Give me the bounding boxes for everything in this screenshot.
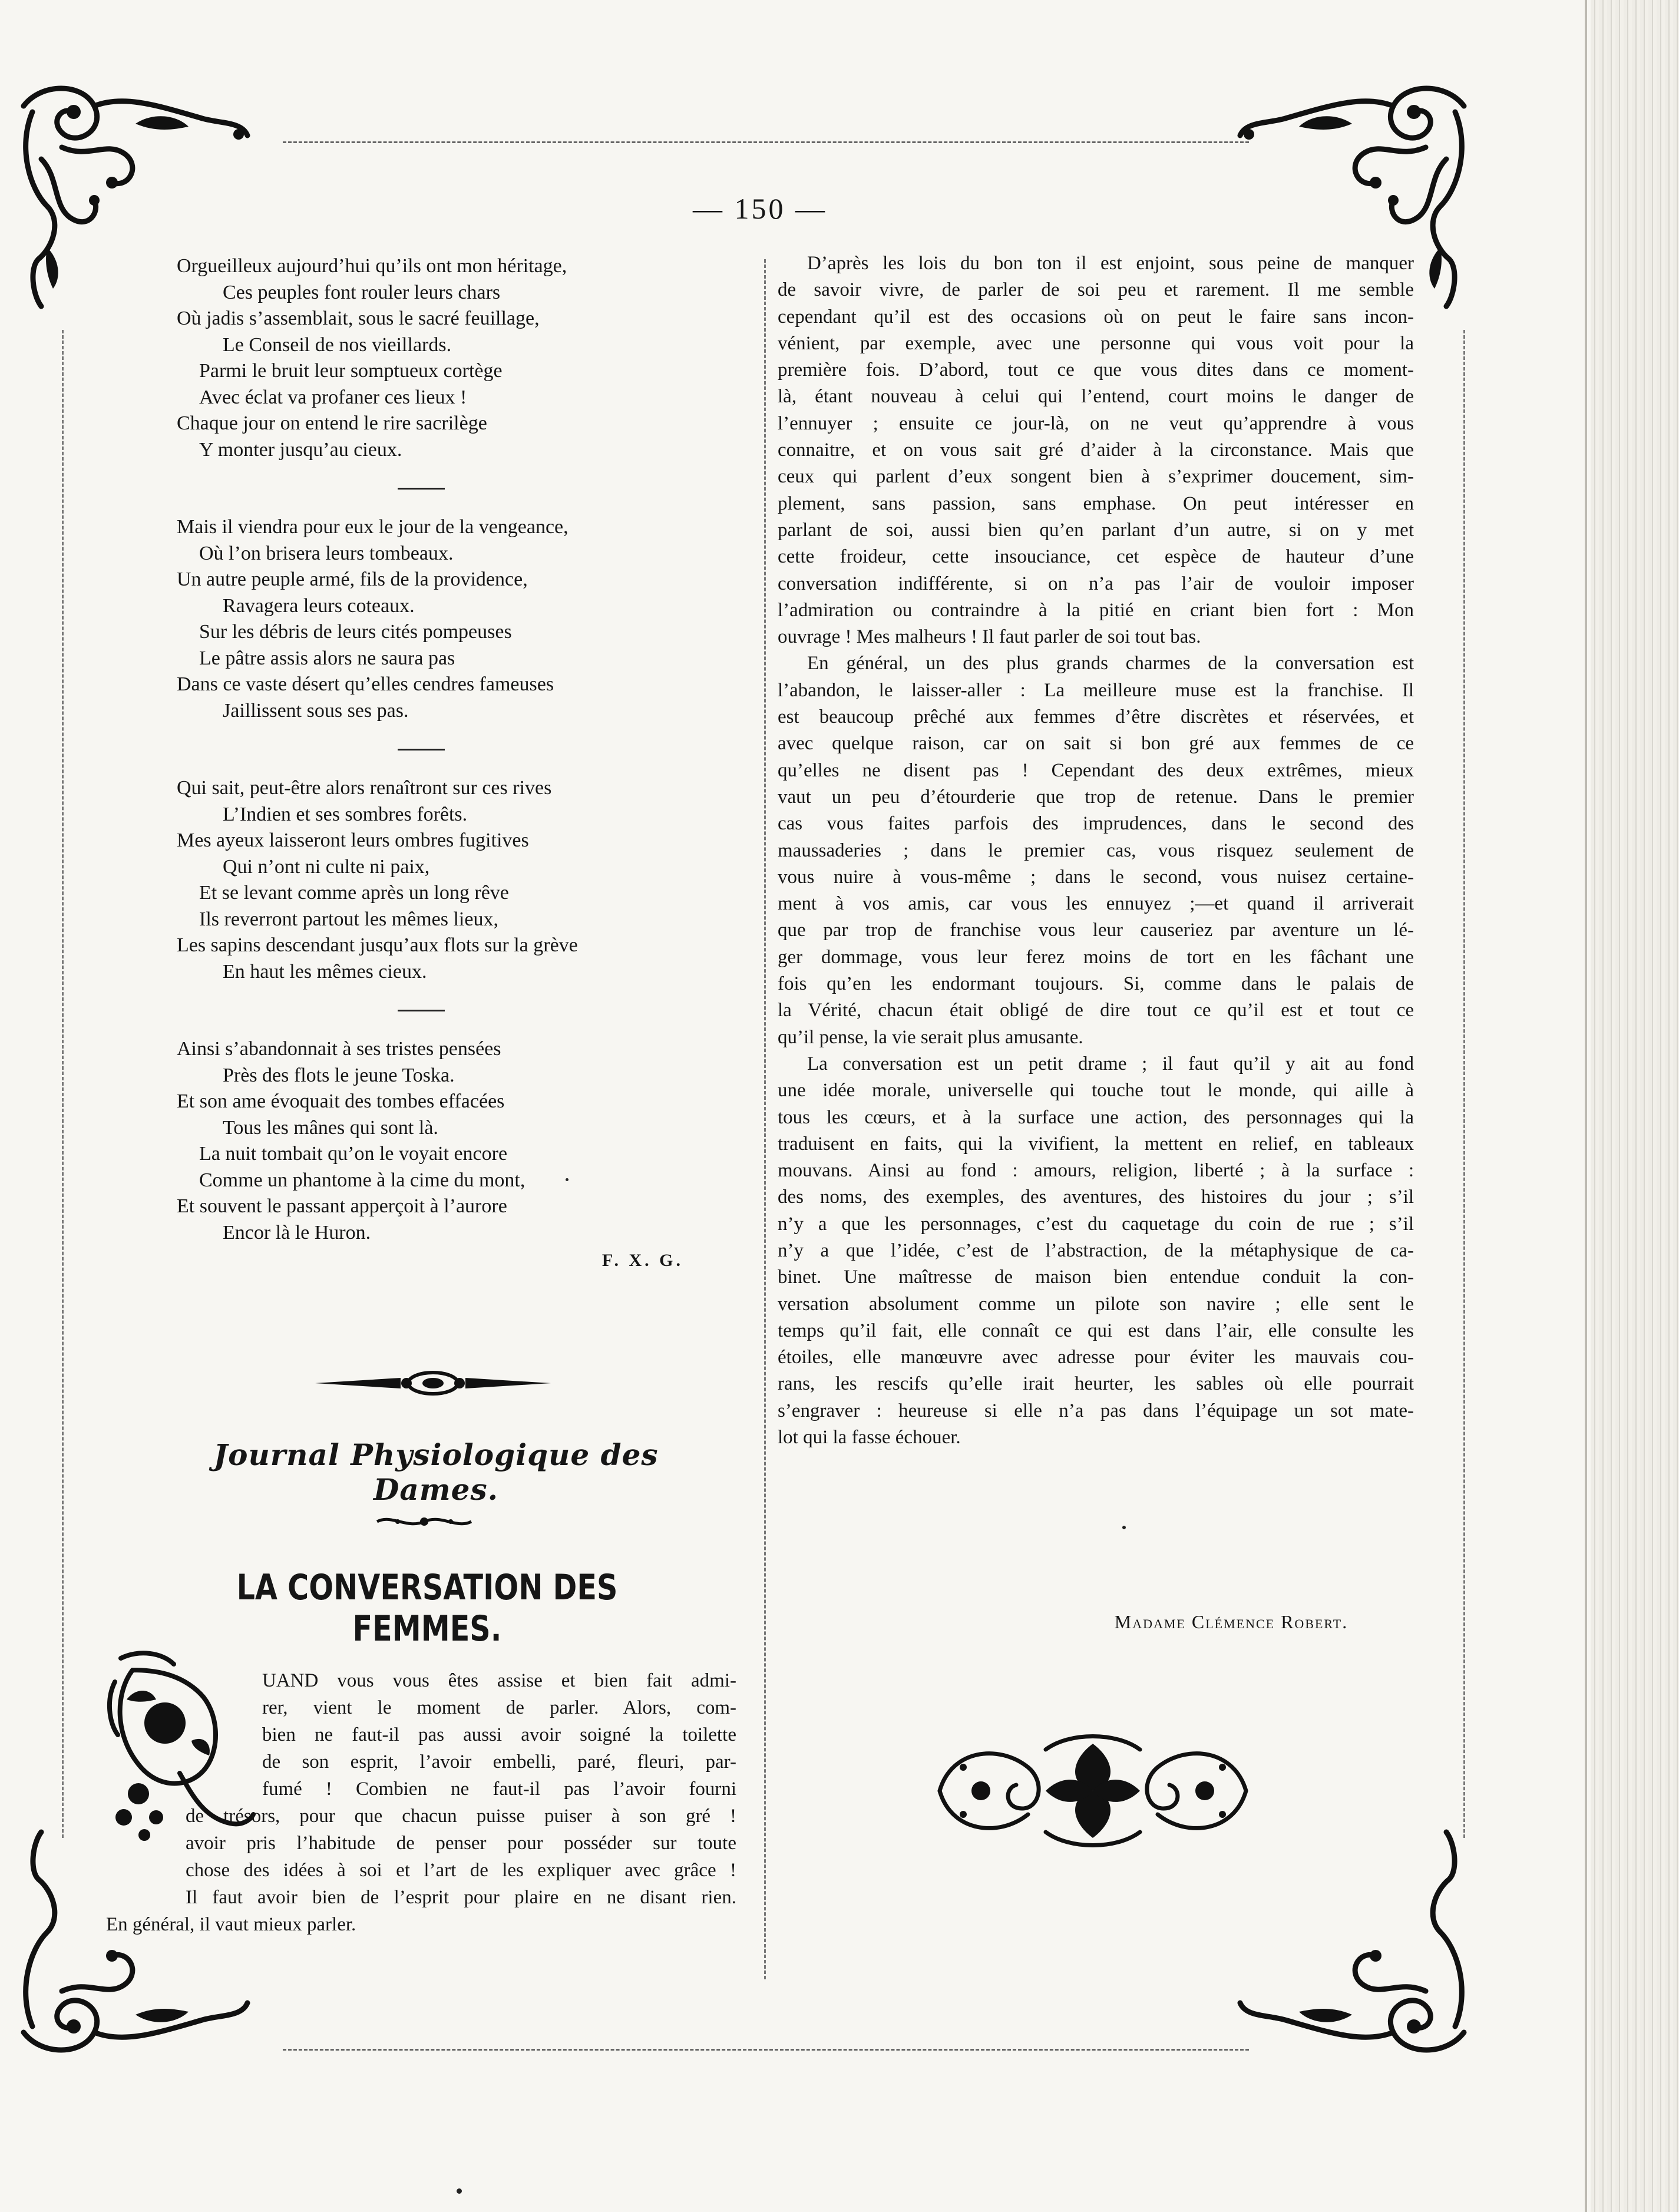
article-line: mouvans. Ainsi au fond : amours, religion, liberté ; à la surface : <box>778 1160 1414 1182</box>
article-line: n’y a que l’idée, c’est de l’abstraction, de la métaphysique de ca- <box>778 1239 1414 1261</box>
poem-line: Où jadis s’assemblait, sous le sacré feuillage, <box>177 308 540 329</box>
stanza-separator <box>398 488 445 490</box>
poem-line: Qui n’ont ni culte ni paix, <box>223 855 430 878</box>
poem-line: Orgueilleux aujourd’hui qu’ils ont mon héritage, <box>177 255 567 277</box>
article-line: ment à vos amis, car vous les ennuyez ;—et quand il arriverait <box>778 893 1414 915</box>
article-line: traduisent en faits, qui la vivifient, la mettent en relief, en tableaux <box>778 1133 1414 1155</box>
print-speck <box>1122 1526 1126 1529</box>
article-line: lot qui la fasse échouer. <box>778 1427 961 1449</box>
article-line: temps qu’il fait, elle connaît ce qui est dans l’air, elle consulte les <box>778 1320 1414 1341</box>
stanza-separator <box>398 1010 445 1011</box>
article-paragraph <box>778 1051 1414 1451</box>
corner-ornament-bottom-right <box>1234 1820 1482 2068</box>
poem-line: Comme un phantome à la cime du mont, <box>199 1169 525 1191</box>
page-binding-edge <box>1585 0 1587 2212</box>
article-line: parlant de soi, aussi bien qu’en parlant d’un autre, si on y met <box>778 519 1414 541</box>
poem-stanza <box>177 514 695 724</box>
poem-line: La nuit tombait qu’on le voyait encore <box>199 1143 508 1165</box>
poem-line: Près des flots le jeune Toska. <box>223 1064 455 1086</box>
article-line: qu’elles ne disent pas ! Cependant des deux extrêmes, mieux <box>778 759 1414 781</box>
article-line: cas vous faites parfois des imprudences, dans le second des <box>778 813 1414 835</box>
article-line: là, étant nouveau à celui qui l’entend, court moins le danger de <box>778 386 1414 408</box>
frame-right-border <box>1463 330 1465 1838</box>
article-line: avec quelque raison, car on sait si bon gré aux femmes de ce <box>778 733 1414 755</box>
article-line: D’après les lois du bon ton il est enjoint, sous peine de manquer <box>807 253 1414 274</box>
fleuron-divider-icon <box>312 1370 554 1397</box>
poem-line: Tous les mânes qui sont là. <box>223 1116 438 1139</box>
article-line: est beaucoup prêché aux femmes d’être discrètes et réservées, et <box>778 706 1414 728</box>
poem-line: Y monter jusqu’au cieux. <box>199 438 402 461</box>
poem-signature: F. X. G. <box>601 1251 683 1270</box>
intro-line: UAND vous vous êtes assise et bien fait admi- <box>262 1670 736 1691</box>
article-line: qu’il pense, la vie serait plus amusante. <box>778 1026 1083 1048</box>
poem-stanza <box>177 775 695 985</box>
poem-line: Mais il viendra pour eux le jour de la vengeance, <box>177 516 569 538</box>
article-line: fois qu’en les endormant toujours. Si, comme dans le palais de <box>778 973 1414 995</box>
article-line: conversation indifférente, si on n’a pas l’air de vouloir imposer <box>778 573 1414 594</box>
article-line: ger dommage, vous leur ferez moins de tort en les fâchant une <box>778 946 1414 968</box>
article-paragraph <box>778 250 1414 650</box>
article-line: des noms, des exemples, des aventures, des histoires du jour ; s’il <box>778 1186 1414 1208</box>
article-title: LA CONVERSATION DES FEMMES. <box>236 1567 618 1649</box>
frame-left-border <box>62 330 64 1838</box>
poem-line: Mes ayeux laisseront leurs ombres fugitives <box>177 829 529 851</box>
poem-line: Avec éclat va profaner ces lieux ! <box>199 386 467 408</box>
tailpiece-ornament-icon <box>928 1726 1258 1856</box>
article-line: maussaderies ; dans le premier cas, vous risquez seulement de <box>778 839 1414 861</box>
poem-line: Dans ce vaste désert qu’elles cendres fameuses <box>177 673 554 695</box>
intro-line: bien ne faut-il pas aussi avoir soigné la toilette <box>262 1724 736 1745</box>
intro-line: de son esprit, l’avoir embelli, paré, fleuri, par- <box>262 1751 736 1773</box>
poem-line: Où l’on brisera leurs tombeaux. <box>199 542 454 564</box>
article-line: l’admiration ou contraindre à la pitié en criant bien fort : Mon <box>778 599 1414 621</box>
poem-line: Et son ame évoquait des tombes effacées <box>177 1090 505 1112</box>
poem-line: Qui sait, peut-être alors renaîtront sur ces rives <box>177 777 552 799</box>
article-intro <box>106 1667 736 1938</box>
article-line: de savoir vivre, de parler de soi peu et rarement. Il me semble <box>778 279 1414 301</box>
article-line: rans, les rescifs qu’elle irait heurter, les sables où elle pourrait <box>778 1373 1414 1395</box>
article-line: connaitre, et on vous sait gré d’aider à la circonstance. Mais que <box>778 439 1414 461</box>
article-line: cette froideur, cette insouciance, cet espèce de hauteur d’une <box>778 546 1414 568</box>
intro-line: fumé ! Combien ne faut-il pas l’avoir fourni <box>262 1778 736 1800</box>
poem-line: Le pâtre assis alors ne saura pas <box>199 647 455 669</box>
article-line: La conversation est un petit drame ; il faut qu’il y ait au fond <box>807 1053 1414 1074</box>
poem-line: Encor là le Huron. <box>223 1221 371 1244</box>
poem-line: Chaque jour on entend le rire sacrilège <box>177 412 487 434</box>
intro-line: rer, vient le moment de parler. Alors, com- <box>262 1697 736 1718</box>
article-line: tous les cœurs, et à la surface une action, des personnages qui la <box>778 1106 1414 1128</box>
poem-line: Ravagera leurs coteaux. <box>223 594 415 617</box>
poem-line: Et se levant comme après un long rêve <box>199 882 509 904</box>
article-line: cependant qu’il est des occasions où on peut le faire sans incon- <box>778 306 1414 328</box>
frame-top-border <box>283 141 1249 143</box>
article-line: vous nuire à vous-même ; dans le second, vous nuisez certaine- <box>778 866 1414 888</box>
article-line: que par trop de franchise vous leur causeriez par aventure un lé- <box>778 920 1414 941</box>
intro-line: Il faut avoir bien de l’esprit pour plaire en ne disant rien. <box>186 1887 736 1908</box>
article-line: En général, un des plus grands charmes de la conversation est <box>807 653 1414 674</box>
intro-line: avoir pris l’habitude de penser pour posséder sur toute <box>186 1833 736 1854</box>
poem-line: En haut les mêmes cieux. <box>223 960 427 983</box>
intro-line: chose des idées à soi et l’art de les expliquer avec grâce ! <box>186 1860 736 1881</box>
poem-stanza <box>177 253 695 463</box>
article-line: ouvrage ! Mes malheurs ! Il faut parler de soi tout bas. <box>778 626 1201 648</box>
poem-line: Ils reverront partout les mêmes lieux, <box>199 908 498 930</box>
poem-line: Ces peuples font rouler leurs chars <box>223 281 501 303</box>
intro-line: En général, il vaut mieux parler. <box>106 1914 356 1935</box>
print-speck <box>566 1178 569 1181</box>
article-line: binet. Une maîtresse de maison bien entendue conduit la con- <box>778 1267 1414 1288</box>
frame-bottom-border <box>283 2049 1249 2051</box>
article-line: l’ennuyer ; ensuite ce jour-là, on ne veut qu’apprendre à vous <box>778 412 1414 434</box>
article-paragraph <box>778 650 1414 1050</box>
article-line: vénient, par exemple, avec une personne qui vous voit pour la <box>778 332 1414 354</box>
small-fleuron-icon <box>374 1513 474 1530</box>
poem <box>177 253 695 1271</box>
article-body <box>778 250 1414 1451</box>
intro-line: de trésors, pour que chacun puisse puiser à son gré ! <box>186 1806 736 1827</box>
article-line: ceux qui parlent d’eux songent bien à s’exprimer doucement, sim- <box>778 466 1414 488</box>
poem-line: Parmi le bruit leur somptueux cortège <box>199 360 503 382</box>
poem-line: Ainsi s’abandonnait à ses tristes pensées <box>177 1038 501 1060</box>
page-number: — 150 — <box>693 192 827 225</box>
article-line: la Vérité, chacun était obligé de dire tout ce qu’il est et tout ce <box>778 1000 1414 1021</box>
poem-line: Et souvent le passant apperçoit à l’aurore <box>177 1195 507 1217</box>
article-line: une idée morale, universelle qui touche tout le monde, qui aille à <box>778 1080 1414 1102</box>
print-speck <box>457 2188 462 2194</box>
poem-stanza <box>177 1036 695 1246</box>
article-line: l’abandon, le laisser-aller : La meilleure muse est la franchise. Il <box>778 679 1414 701</box>
poem-line: Les sapins descendant jusqu’aux flots sur la grève <box>177 934 578 956</box>
article-line: plement, sans passion, sans emphase. On peut intéresser en <box>778 492 1414 514</box>
stanza-separator <box>398 749 445 750</box>
author-signature: Madame Clémence Robert. <box>1114 1611 1349 1632</box>
poem-line: Sur les débris de leurs cités pompeuses <box>199 621 512 643</box>
poem-line: Jaillissent sous ses pas. <box>223 699 409 722</box>
page-binding <box>1591 0 1679 2212</box>
article-line: n’y a que les personnages, c’est du caquetage du coin de rue ; s’il <box>778 1213 1414 1235</box>
article-line: première fois. D’abord, tout ce que vous dites dans ce moment- <box>778 359 1414 381</box>
journal-title: Journal Physiologique des Dames. <box>213 1437 659 1507</box>
article-line: versation absolument comme un pilote son navire ; elle sent le <box>778 1293 1414 1315</box>
column-divider <box>764 259 766 1979</box>
poem-line: L’Indien et ses sombres forêts. <box>223 803 468 825</box>
poem-line: Un autre peuple armé, fils de la providence, <box>177 568 528 590</box>
article-line: étoiles, elle manœuvre avec adresse pour éviter les mauvais cou- <box>778 1347 1414 1368</box>
poem-line: Le Conseil de nos vieillards. <box>223 333 452 356</box>
article-line: s’engraver : heureuse si elle n’a pas dans l’équipage un sot mate- <box>778 1400 1414 1421</box>
article-line: vaut un peu d’étourderie que trop de retenue. Dans le premier <box>778 786 1414 808</box>
